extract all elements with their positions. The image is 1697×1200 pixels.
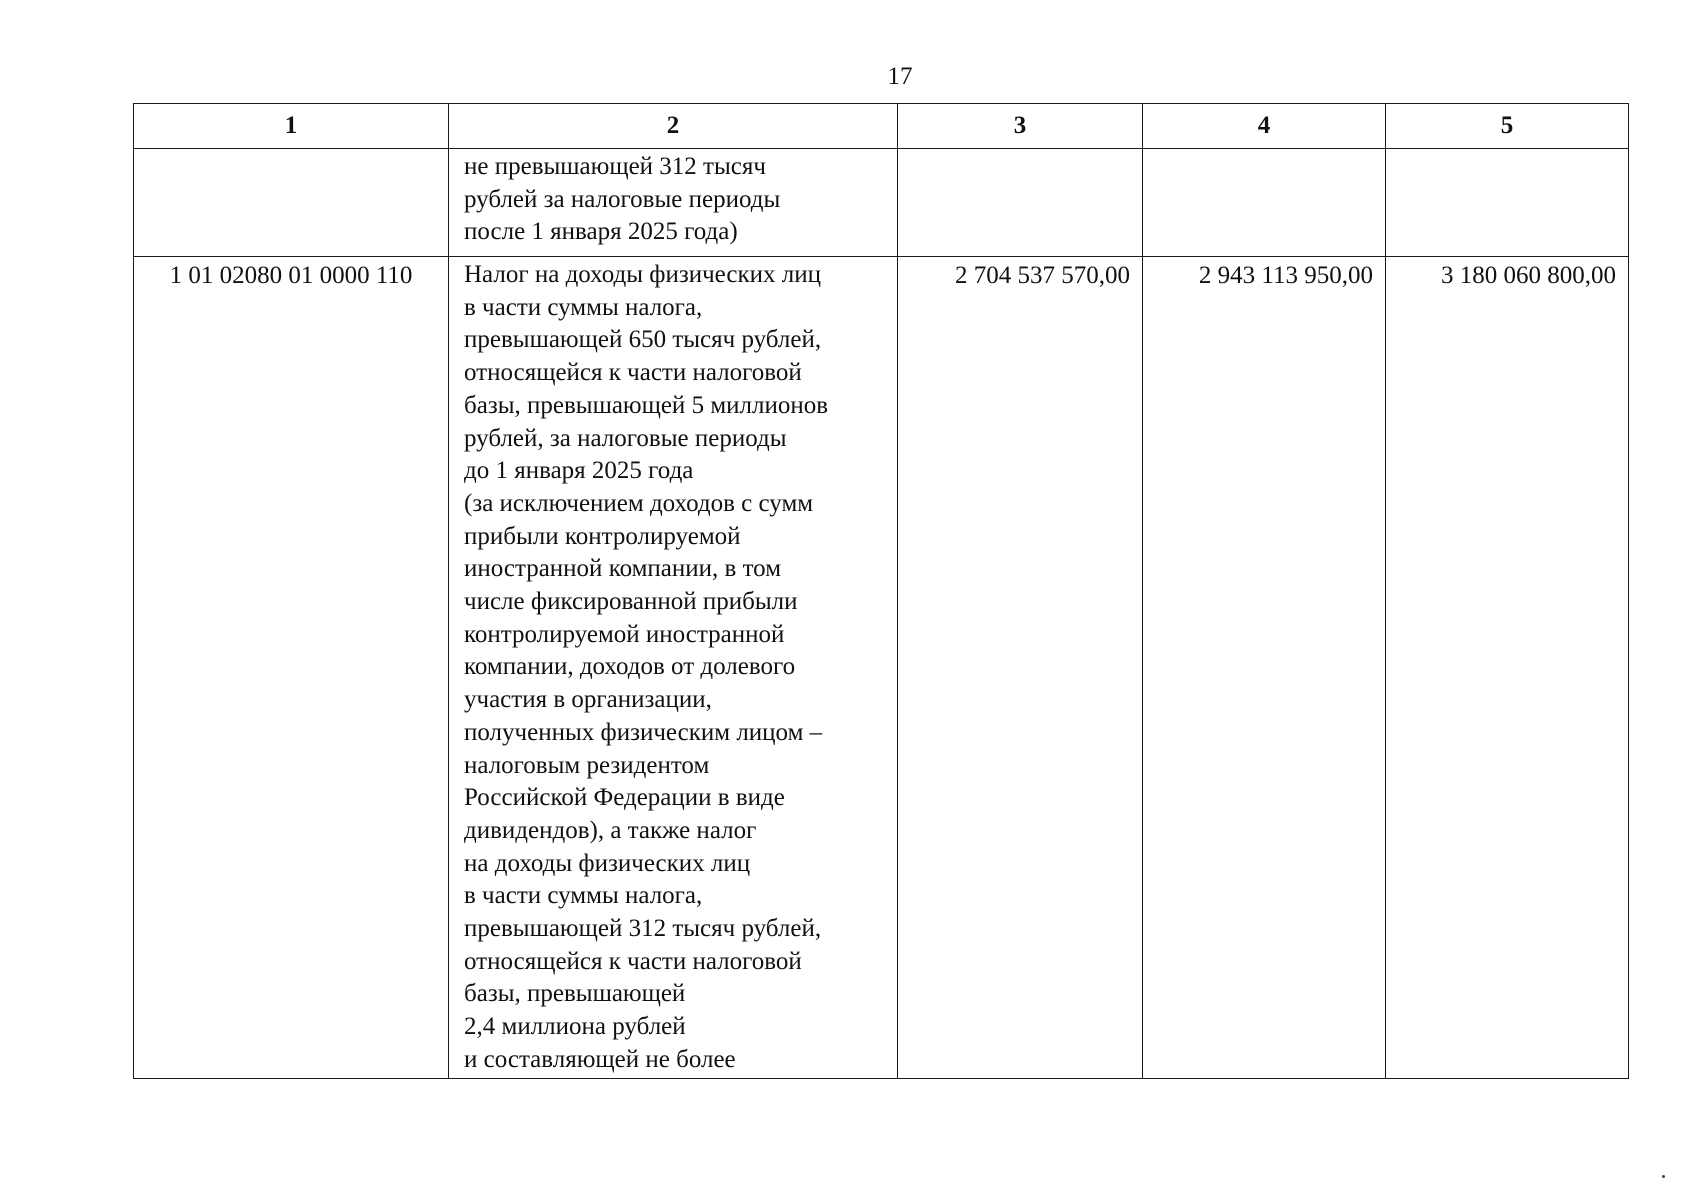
description-line: прибыли контролируемой [464,522,741,550]
description-line: участия в организации, [464,686,712,714]
page-number: 17 [887,63,913,90]
description-line: компании, доходов от долевого [464,653,796,681]
description-cell [449,257,898,1079]
description-line: полученных физическим лицом – [464,718,823,746]
description-line: относящейся к части налоговой [464,359,802,387]
description-line: числе фиксированной прибыли [464,588,798,616]
description-line: на доходы физических лиц [464,849,751,877]
description-line: и составляющей не более [464,1045,736,1073]
amount-cell-col5: 3 180 060 800,00 [1386,257,1629,1079]
description-line: до 1 января 2025 года [464,457,694,485]
description-line: после 1 января 2025 года) [464,218,738,246]
scan-speck [1662,1175,1665,1178]
table-row [134,257,1629,1079]
amount-cell-col4 [1143,149,1386,257]
description-line: превышающей 312 тысяч рублей, [464,915,822,943]
description-line: (за исключением доходов с сумм [464,489,814,517]
description-line: превышающей 650 тысяч рублей, [464,326,822,354]
description-line: Российской Федерации в виде [464,784,785,812]
column-header-3: 3 [898,104,1143,149]
description-line: налоговым резидентом [464,751,710,779]
description-line: не превышающей 312 тысяч [464,153,766,180]
column-header-1: 1 [134,104,449,149]
description-line: рублей, за налоговые периоды [464,424,787,452]
amount-cell-col3: 2 704 537 570,00 [898,257,1143,1079]
description-line: в части суммы налога, [464,293,703,321]
column-header-5: 5 [1386,104,1629,149]
description-line: базы, превышающей 5 миллионов [464,391,829,419]
description-line: контролируемой иностранной [464,620,785,648]
description-cell [449,149,898,257]
column-header-2: 2 [449,104,898,149]
code-cell [134,149,449,257]
budget-table [133,103,1629,1079]
description-line: Налог на доходы физических лиц [464,261,821,288]
amount-cell-col5 [1386,149,1629,257]
table-header-row [134,104,1629,149]
column-header-4: 4 [1143,104,1386,149]
code-cell: 1 01 02080 01 0000 110 [134,257,449,1079]
amount-cell-col3 [898,149,1143,257]
description-line: базы, превышающей [464,980,686,1008]
description-line: в части суммы налога, [464,882,703,910]
description-line: относящейся к части налоговой [464,947,802,975]
description-line: рублей за налоговые периоды [464,185,781,213]
description-line: дивидендов), а также налог [464,816,757,844]
description-line: иностранной компании, в том [464,555,782,583]
description-line: 2,4 миллиона рублей [464,1013,686,1041]
amount-cell-col4: 2 943 113 950,00 [1143,257,1386,1079]
table-row [134,149,1629,257]
